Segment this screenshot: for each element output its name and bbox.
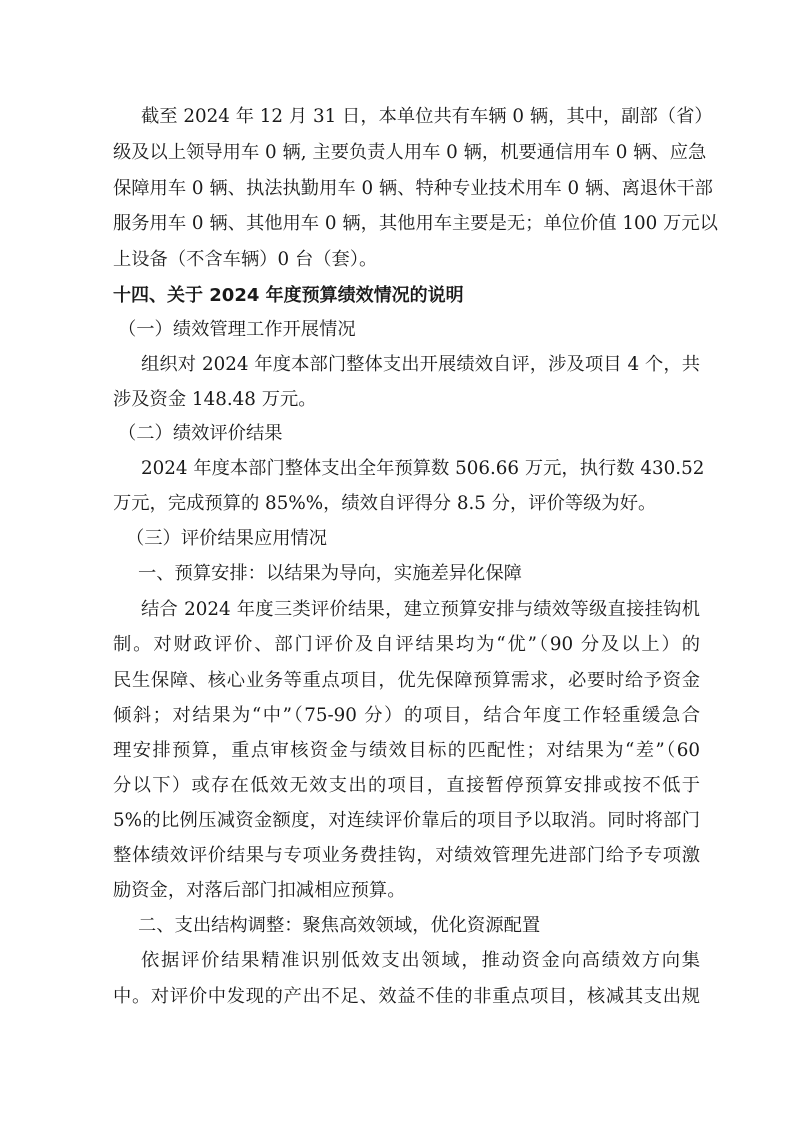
paragraph-line: 保障用车 0 辆、执法执勤用车 0 辆、特种专业技术用车 0 辆、离退休干部 xyxy=(113,178,713,199)
paragraph-line: 分以下）或存在低效无效支出的项目，直接暂停预算安排或按不低于 xyxy=(113,775,700,796)
paragraph-line: 制。对财政评价、部门评价及自评结果均为“优”（90 分及以上）的 xyxy=(113,634,700,655)
item-heading: 二、支出结构调整：聚焦高效领域，优化资源配置 xyxy=(138,915,541,936)
paragraph-line: 上设备（不含车辆）0 台（套）。 xyxy=(113,249,378,270)
paragraph-line: 中。对评价中发现的产出不足、效益不佳的非重点项目，核减其支出规 xyxy=(113,986,700,1007)
paragraph-line: 5%的比例压减资金额度，对连续评价靠后的项目予以取消。同时将部门 xyxy=(113,810,700,831)
paragraph-line: 民生保障、核心业务等重点项目，优先保障预算需求，必要时给予资金 xyxy=(113,670,700,691)
paragraph-line: 组织对 2024 年度本部门整体支出开展绩效自评，涉及项目 4 个，共 xyxy=(141,354,700,375)
paragraph-line: 倾斜；对结果为“中”（75-90 分）的项目，结合年度工作轻重缓急合 xyxy=(113,705,700,726)
subsection-heading: （三）评价结果应用情况 xyxy=(126,528,328,549)
subsection-heading: （一）绩效管理工作开展情况 xyxy=(118,319,356,340)
section-heading: 十四、关于 2024 年度预算绩效情况的说明 xyxy=(113,285,464,306)
item-heading: 一、预算安排：以结果为导向，实施差异化保障 xyxy=(138,563,522,584)
paragraph-line: 理安排预算，重点审核资金与绩效目标的匹配性；对结果为“差”（60 xyxy=(113,740,700,761)
paragraph-line: 励资金，对落后部门扣减相应预算。 xyxy=(113,880,406,901)
paragraph-line: 结合 2024 年度三类评价结果，建立预算安排与绩效等级直接挂钩机 xyxy=(141,599,700,620)
paragraph-line: 万元，完成预算的 85%%，绩效自评得分 8.5 分，评价等级为好。 xyxy=(113,493,657,514)
subsection-heading: （二）绩效评价结果 xyxy=(118,423,283,444)
paragraph-line: 级及以上领导用车 0 辆, 主要负责人用车 0 辆，机要通信用车 0 辆、应急 xyxy=(113,142,707,163)
paragraph-line: 整体绩效评价结果与专项业务费挂钩，对绩效管理先进部门给予专项激 xyxy=(113,845,700,866)
paragraph-line: 服务用车 0 辆、其他用车 0 辆，其他用车主要是无；单位价值 100 万元以 xyxy=(113,213,718,234)
paragraph-line: 涉及资金 148.48 万元。 xyxy=(113,389,317,410)
paragraph-line: 截至 2024 年 12 月 31 日，本单位共有车辆 0 辆，其中，副部（省） xyxy=(141,106,713,127)
paragraph-line: 依据评价结果精准识别低效支出领域，推动资金向高绩效方向集 xyxy=(141,950,700,971)
paragraph-line: 2024 年度本部门整体支出全年预算数 506.66 万元，执行数 430.52 xyxy=(141,458,705,479)
